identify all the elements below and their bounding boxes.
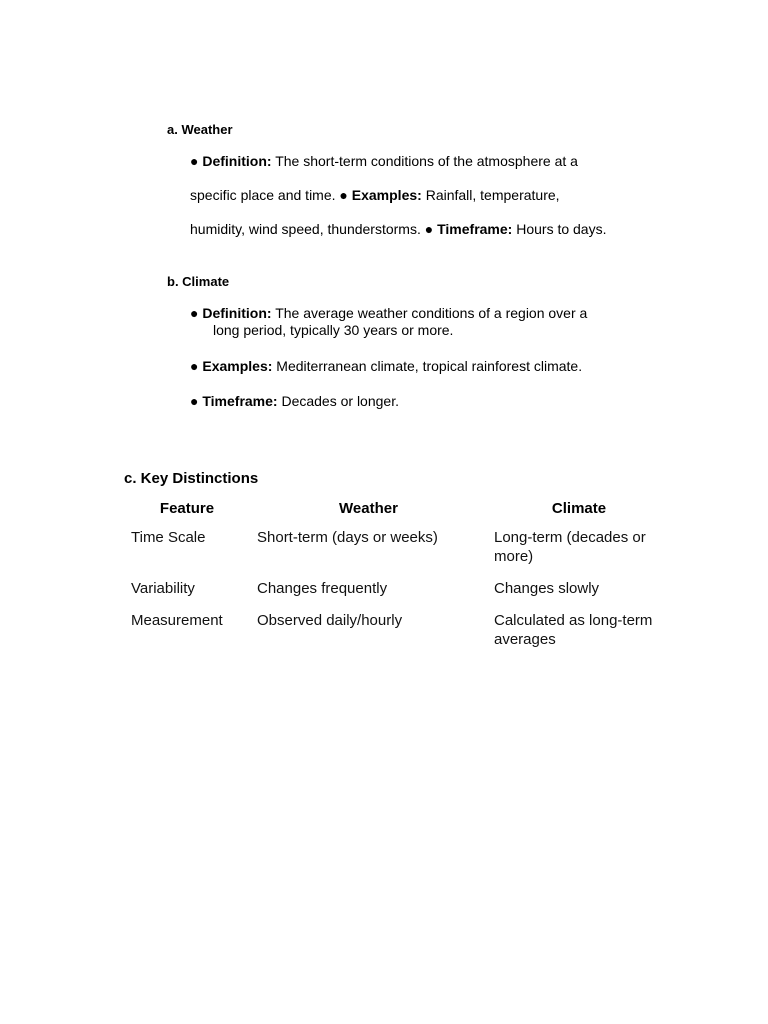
climate-examples (190, 358, 582, 375)
table-cell: Long-term (decades or more) (494, 529, 646, 565)
bullet: ● (339, 187, 352, 203)
table-cell: Time Scale (131, 529, 206, 546)
climate-definition (190, 305, 587, 322)
section-a-title: a. Weather (167, 122, 233, 137)
table-header-row (124, 495, 671, 521)
header-climate: Climate (551, 499, 607, 517)
timeframe-label: Timeframe: (202, 393, 278, 409)
table-cell: Changes frequently (257, 580, 388, 597)
climate-definition-continuation: long period, typically 30 years or more. (213, 322, 454, 338)
definition-text: The short-term conditions of the atmosphere at a (271, 153, 578, 169)
timeframe-text: Hours to days. (512, 221, 607, 237)
table-row (124, 604, 671, 655)
timeframe-text: Decades or longer. (277, 393, 399, 409)
bullet: ● (190, 153, 203, 169)
examples-label: Examples: (351, 187, 422, 203)
examples-text: Rainfall, temperature, (421, 187, 560, 203)
table-cell: Short-term (days or weeks) (257, 529, 438, 546)
distinctions-table (124, 495, 671, 655)
section-b-title: b. Climate (167, 274, 230, 289)
definition-label: Definition: (202, 305, 272, 321)
bullet: ● (424, 221, 438, 237)
examples-text: Mediterranean climate, tropical rainforest climate. (272, 358, 583, 374)
timeframe-label: Timeframe: (437, 221, 513, 237)
definition-text-cont: specific place and time. (190, 187, 340, 203)
examples-text-cont: humidity, wind speed, thunderstorms. (190, 221, 425, 237)
header-feature: Feature (159, 499, 215, 517)
table-row (124, 572, 671, 604)
table-cell: Changes slowly (494, 580, 600, 597)
definition-label: Definition: (202, 153, 272, 169)
bullet: ● (190, 393, 203, 409)
bullet: ● (190, 358, 203, 374)
table-cell: Observed daily/hourly (257, 612, 403, 629)
weather-line-2 (190, 187, 560, 204)
examples-label: Examples: (202, 358, 273, 374)
table-cell: Calculated as long-term averages (494, 612, 653, 648)
table-row (124, 521, 671, 572)
weather-line-1 (190, 153, 578, 170)
climate-timeframe (190, 393, 399, 410)
weather-line-3 (190, 221, 606, 238)
section-c-title: c. Key Distinctions (124, 470, 259, 487)
bullet: ● (190, 305, 203, 321)
definition-text: The average weather conditions of a region over a (271, 305, 588, 321)
table-cell: Variability (131, 580, 195, 597)
table-cell: Measurement (131, 612, 223, 629)
header-weather: Weather (339, 499, 398, 517)
